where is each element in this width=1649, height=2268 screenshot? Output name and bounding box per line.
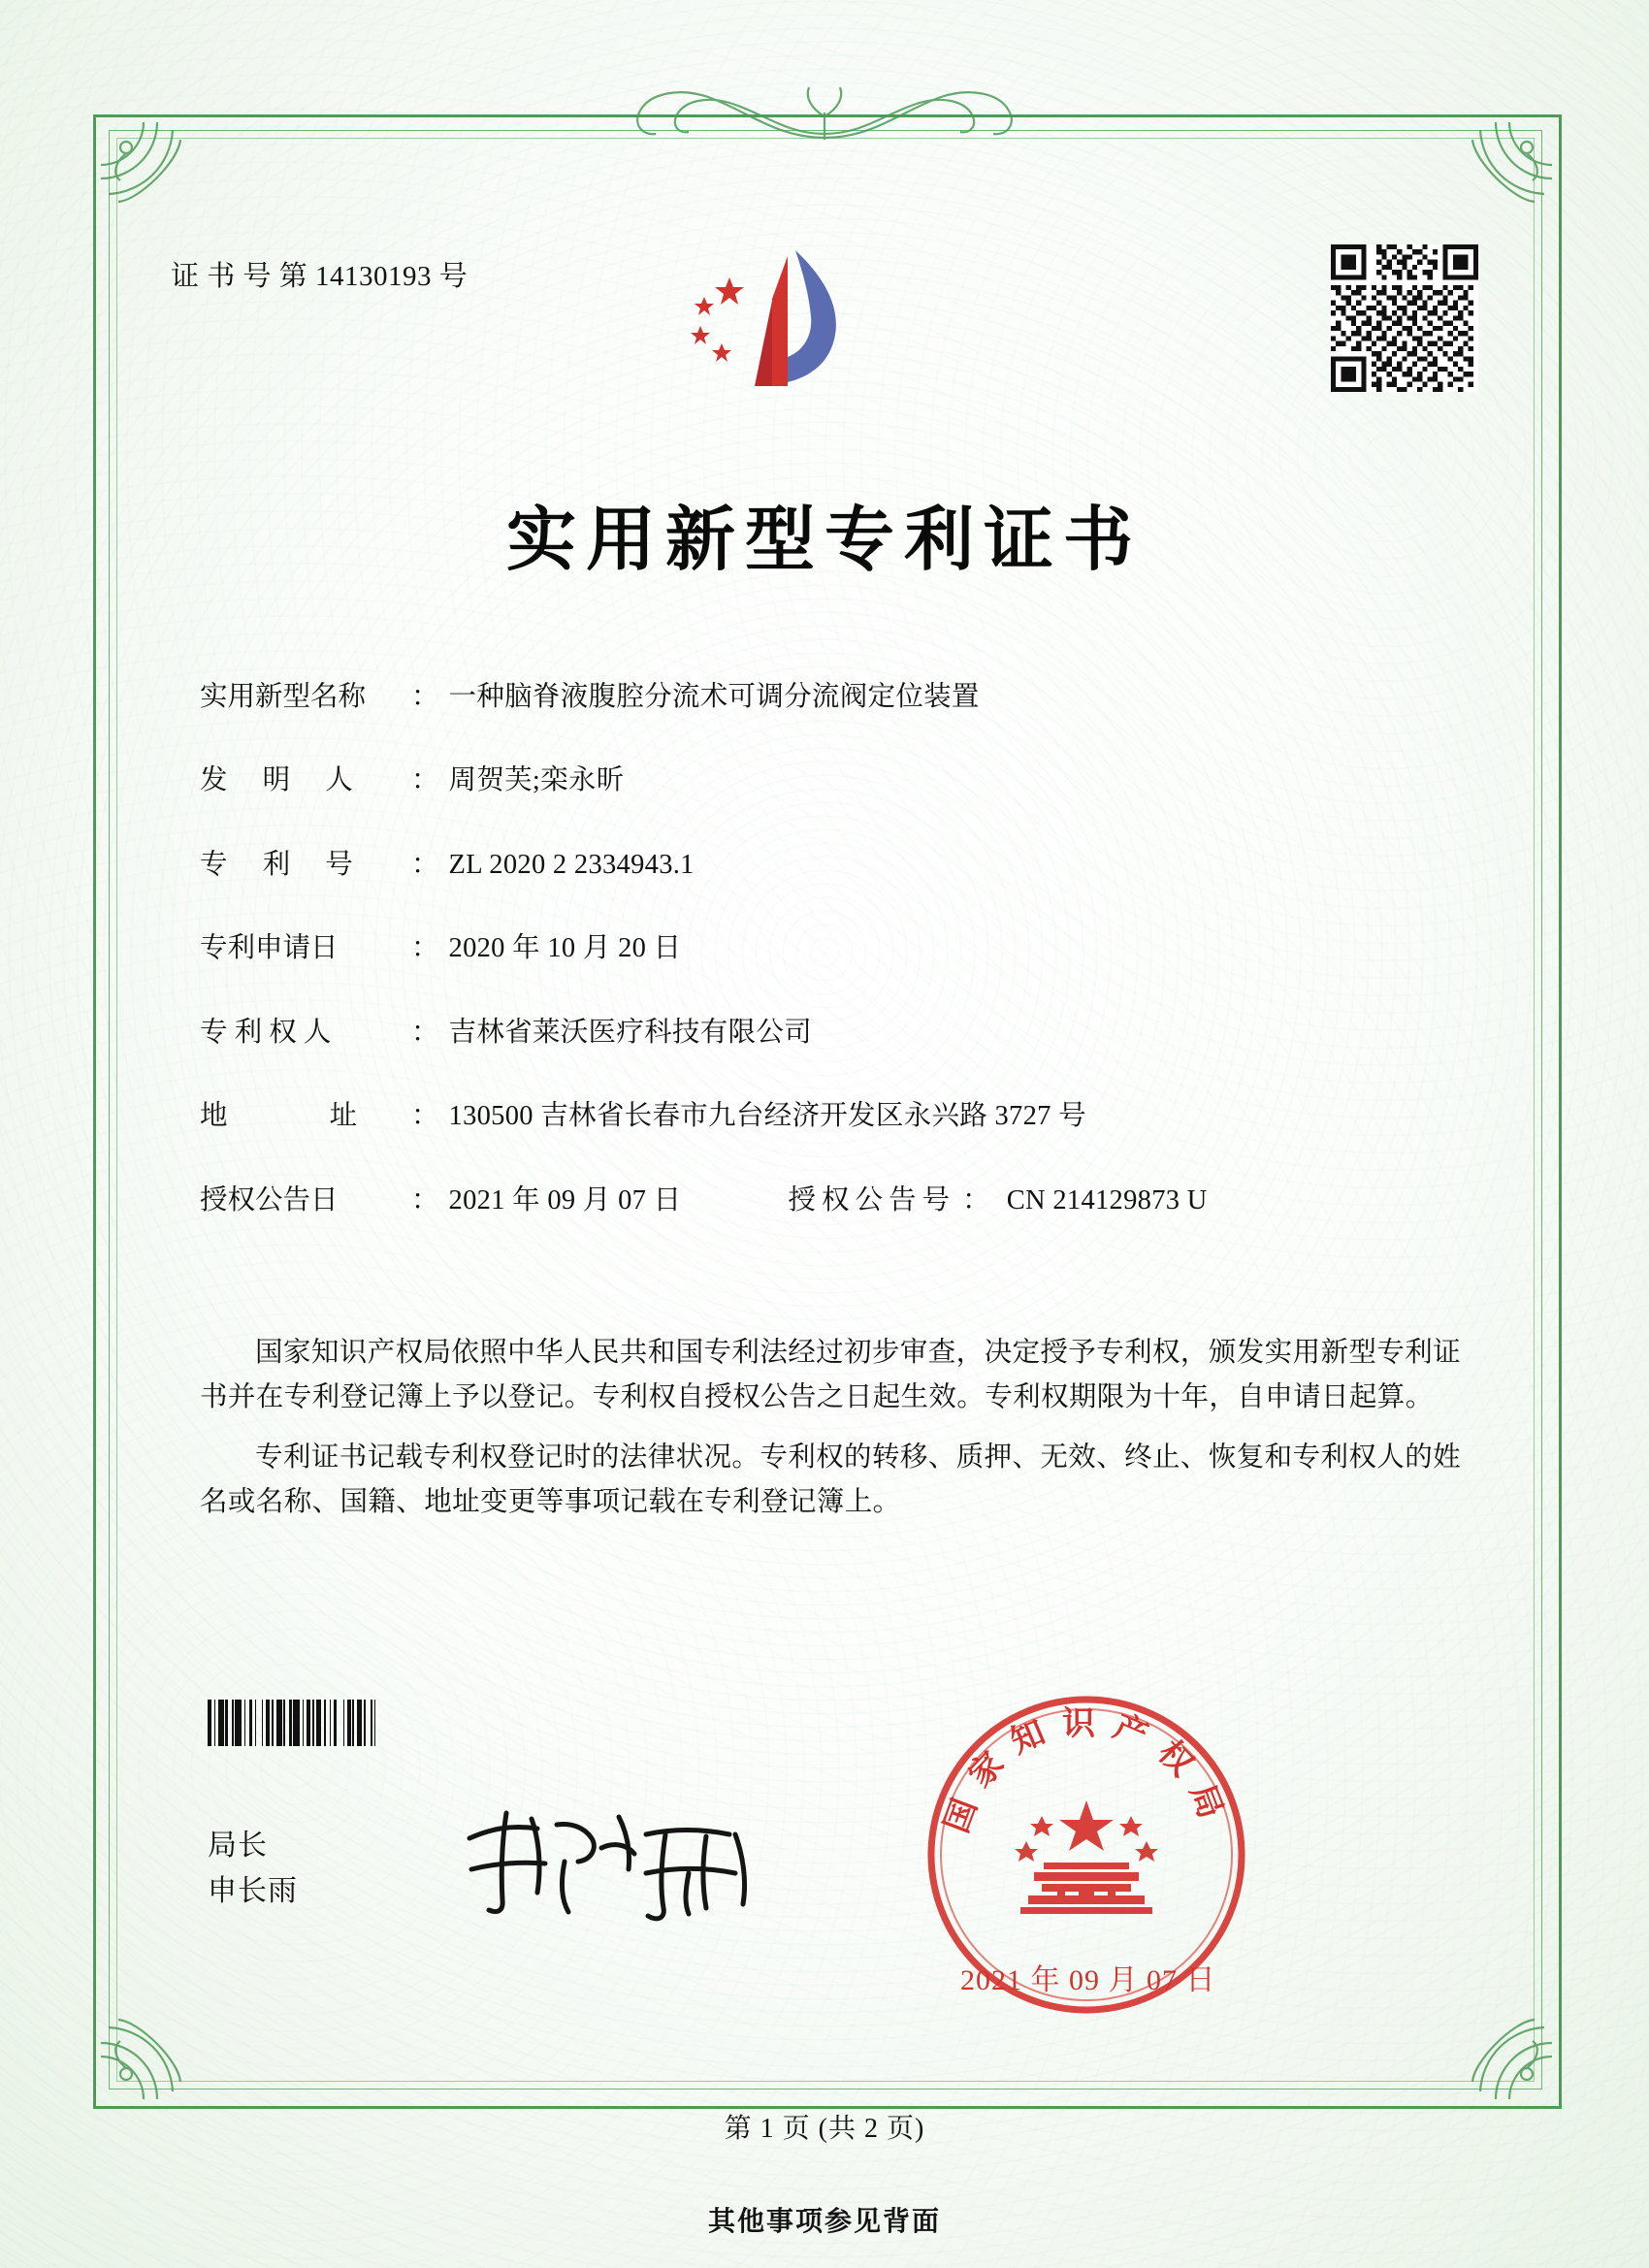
fields-block — [200, 679, 1471, 1262]
field-label-patent-number: 专 利 号 — [200, 849, 368, 880]
qr-code-icon — [1331, 244, 1478, 392]
seal-org-text: 国家知识产权局 — [937, 1703, 1236, 1838]
corner-ornament-bottom-left — [97, 1987, 213, 2103]
signature-role: 局长 — [208, 1830, 268, 1862]
field-row-address — [200, 1098, 1471, 1135]
legal-paragraph-2: 专利证书记载专利权登记时的法律状况。专利权的转移、质押、无效、终止、恢复和专利权人的姓名或名称、国籍、地址变更等事项记载在专利登记簿上。 — [200, 1442, 1461, 1518]
field-row-application-date — [200, 930, 1471, 967]
page-title: 实用新型专利证书 — [505, 498, 1143, 580]
field-label-application-date: 专利申请日 — [200, 933, 339, 964]
field-row-publication — [200, 1183, 1471, 1219]
barcode-bar — [293, 1700, 300, 1746]
field-colon: ： — [962, 1184, 990, 1215]
field-label-address: 地 址 — [200, 1101, 405, 1132]
field-colon: ： — [411, 1184, 439, 1215]
signature-label-block — [208, 1824, 298, 1914]
field-value-application-date: 2020 年 10 月 20 日 — [448, 933, 682, 964]
back-note: 其他事项参见背面 — [707, 2207, 941, 2237]
field-colon: ： — [411, 765, 439, 796]
barcode — [208, 1700, 613, 1746]
field-label-inventor: 发 明 人 — [200, 765, 368, 796]
field-value-publication-number: CN 214129873 U — [1006, 1184, 1208, 1215]
barcode-bar — [375, 1700, 381, 1746]
field-row-patent-number — [200, 847, 1471, 884]
field-value-patentee: 吉林省莱沃医疗科技有限公司 — [448, 1017, 812, 1048]
corner-ornament-bottom-right — [1439, 1987, 1556, 2103]
field-value-address: 130500 吉林省长春市九台经济开发区永兴路 3727 号 — [448, 1101, 1086, 1132]
signature-name: 申长雨 — [208, 1874, 298, 1907]
field-colon: ： — [411, 682, 439, 712]
legal-paragraph-1: 国家知识产权局依照中华人民共和国专利法经过初步审查，决定授予专利权，颁发实用新型专利证书并在专利登记簿上予以登记。专利权自授权公告之日起生效。专利权期限为十年，自申请日起算。 — [200, 1338, 1461, 1413]
field-row-inventor — [200, 762, 1471, 799]
field-row-patentee — [200, 1015, 1471, 1052]
handwritten-signature-icon — [456, 1799, 776, 1926]
corner-ornament-top-left — [97, 118, 213, 235]
certificate-number: 证 书 号 第 14130193 号 — [171, 261, 469, 292]
field-value-patent-number: ZL 2020 2 2334943.1 — [448, 849, 695, 880]
cnipa-logo-icon — [679, 241, 892, 396]
field-value-inventor: 周贺芙;栾永昕 — [448, 765, 625, 796]
field-colon: ： — [411, 1017, 439, 1048]
barcode-bar — [235, 1700, 242, 1746]
barcode-bar — [337, 1700, 343, 1746]
page-number: 第 1 页 (共 2 页) — [724, 2114, 925, 2144]
field-value-name: 一种脑脊液腹腔分流术可调分流阀定位装置 — [448, 682, 980, 712]
field-label-name: 实用新型名称 — [200, 682, 367, 712]
field-label-patentee: 专 利 权 人 — [200, 1017, 332, 1048]
field-colon: ： — [411, 933, 439, 964]
field-value-publication-date: 2021 年 09 月 07 日 — [448, 1184, 682, 1215]
field-row-name — [200, 679, 1471, 716]
corner-ornament-top-right — [1439, 118, 1556, 235]
field-label-publication-number: 授权公告号 — [788, 1184, 955, 1215]
publication-number-group — [788, 1183, 1207, 1219]
legal-text-block — [200, 1331, 1461, 1541]
field-colon: ： — [411, 849, 439, 880]
field-colon: ： — [411, 1101, 439, 1132]
top-ornament — [291, 83, 1358, 144]
field-label-publication-date: 授权公告日 — [200, 1184, 339, 1215]
seal-date: 2021 年 09 月 07 日 — [960, 1964, 1216, 1996]
